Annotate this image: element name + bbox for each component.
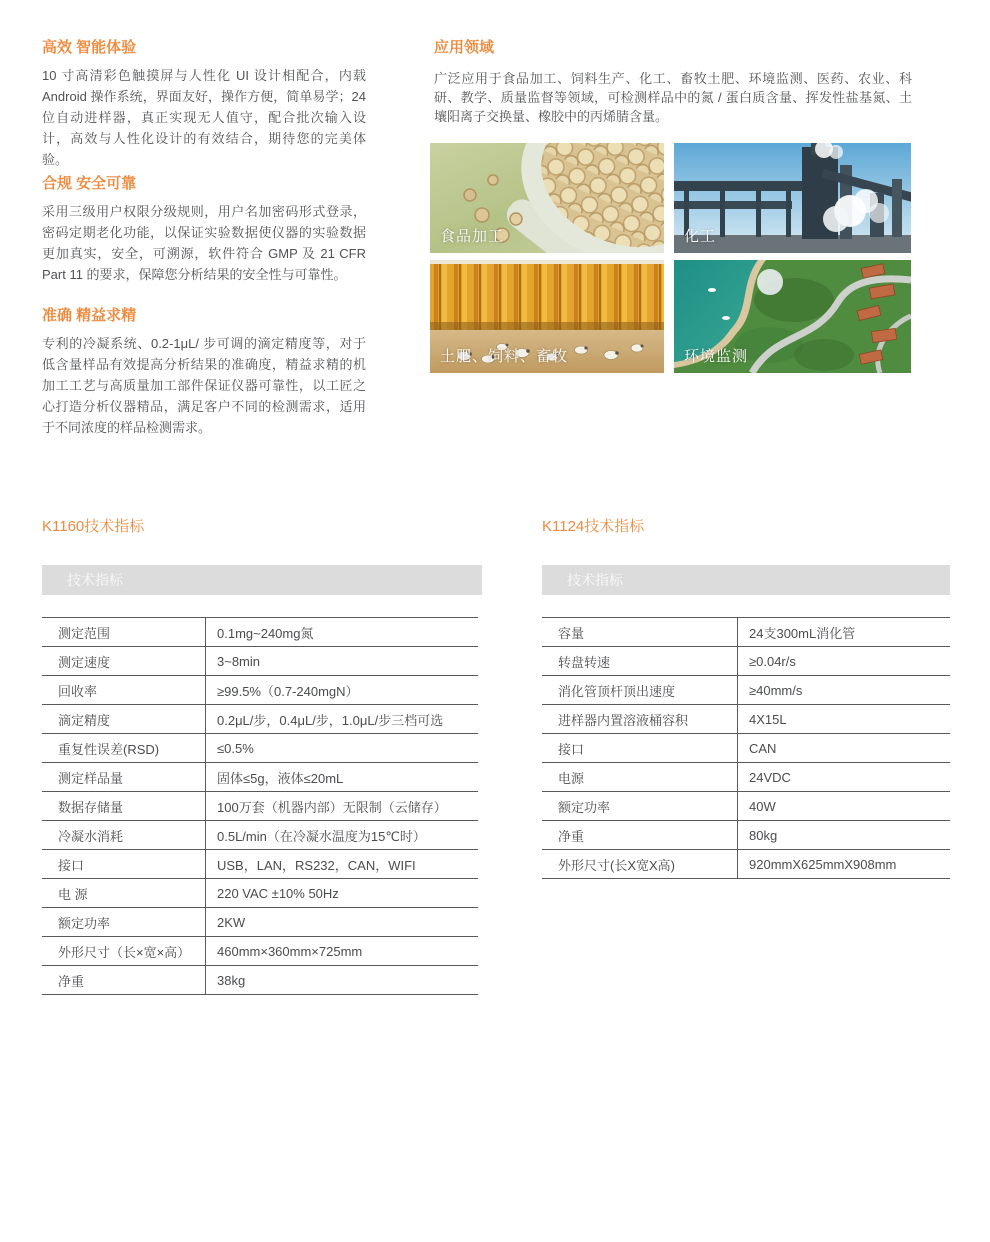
spec-value: 80kg [749, 827, 778, 843]
photo-caption: 化工 [684, 228, 717, 245]
spec-label: 净重 [542, 821, 738, 849]
spec-label: 额定功率 [542, 792, 738, 820]
table-row [542, 734, 950, 763]
spec-value: 24支300mL消化管 [749, 625, 856, 641]
table-row [42, 879, 478, 908]
table-row [542, 763, 950, 792]
spec-label: 消化管顶杆顶出速度 [542, 676, 738, 704]
feature-section-smart-experience [42, 36, 366, 170]
table-row [542, 676, 950, 705]
table-row [42, 763, 478, 792]
spec-value: 40W [749, 798, 776, 814]
spec-value: 38kg [217, 972, 246, 988]
table-row [542, 850, 950, 879]
table-row [42, 850, 478, 879]
spec-label: 外形尺寸（长×宽×高） [42, 937, 206, 965]
table-row [542, 821, 950, 850]
spec-label: 外形尺寸(长X宽X高) [542, 850, 738, 878]
spec-label: 测定样品量 [42, 763, 206, 791]
application-photo-environment [674, 260, 911, 373]
table-row [542, 647, 950, 676]
spec-value: 0.1mg~240mg氮 [217, 625, 314, 641]
k1160-section-title: K1160技术指标 [42, 518, 145, 535]
applications-section [434, 36, 912, 126]
table-row [42, 821, 478, 850]
spec-value: 固体≤5g，液体≤20mL [217, 770, 344, 786]
photo-caption: 食品加工 [440, 228, 505, 245]
applications-body: 广泛应用于食品加工、饲料生产、化工、畜牧土肥、环境监测、医药、农业、科研、教学、质量监督等领域，可检测样品中的氮 / 蛋白质含量、挥发性盐基氮、土壤阳离子交换量、橡胶中的丙烯腈含量。 [434, 71, 912, 124]
table-row [42, 792, 478, 821]
table-row [42, 734, 478, 763]
feature-title: 合规 安全可靠 [42, 175, 137, 192]
feature-section-accuracy [42, 304, 366, 438]
spec-label: 额定功率 [42, 908, 206, 936]
application-photo-grid [430, 143, 911, 373]
spec-label: 净重 [42, 966, 206, 994]
k1124-spec-table [542, 617, 950, 879]
spec-value: ≤0.5% [217, 740, 254, 756]
k1124-section-title: K1124技术指标 [542, 518, 645, 535]
spec-label: 重复性误差(RSD) [42, 734, 206, 762]
spec-label: 进样器内置溶液桶容积 [542, 705, 738, 733]
feature-body: 采用三级用户权限分级规则，用户名加密码形式登录，密码定期老化功能，以保证实验数据使仪器的实验数据更加真实，安全，可溯源，软件符合 GMP 及 21 CFR Part 11 的要求，保障您分析结果的安全性与可靠性。 [42, 204, 366, 282]
spec-value: 100万套（机器内部）无限制（云储存） [217, 799, 447, 815]
spec-value: ≥40mm/s [749, 682, 803, 698]
table-row [42, 908, 478, 937]
spec-value: ≥99.5%（0.7-240mgN） [217, 683, 359, 699]
table-row [42, 618, 478, 647]
feature-body: 专利的冷凝系统、0.2-1μL/ 步可调的滴定精度等，对于低含量样品有效提高分析结果的准确度，精益求精的机加工工艺与高质量加工部件保证仪器可靠性，以工匠之心打造分析仪器精品，满足客户不同的检测需求，适用于不同浓度的样品检测需求。 [42, 336, 366, 435]
spec-value: 0.5L/min（在冷凝水温度为15℃时） [217, 828, 426, 844]
spec-value: 4X15L [749, 711, 787, 727]
table-row [542, 792, 950, 821]
spec-value: USB，LAN，RS232，CAN，WIFI [217, 857, 416, 873]
k1160-spec-table [42, 617, 478, 995]
feature-body: 10 寸高清彩色触摸屏与人性化 UI 设计相配合，内载 Android 操作系统，界面友好，操作方便，简单易学；24 位自动进样器，真正实现无人值守，配合批次输入设计，高效与人性化设计的有效结合，期待您的完美体验。 [42, 68, 366, 167]
spec-value: 3~8min [217, 653, 260, 669]
spec-label: 滴定精度 [42, 705, 206, 733]
k1160-table-header: 技术指标 [42, 565, 482, 595]
feature-title: 准确 精益求精 [42, 307, 137, 324]
spec-value: 460mm×360mm×725mm [217, 943, 363, 959]
k1124-table-header: 技术指标 [542, 565, 950, 595]
spec-value: CAN [749, 740, 777, 756]
application-photo-food-processing [430, 143, 664, 253]
spec-label: 容量 [542, 618, 738, 646]
spec-label: 冷凝水消耗 [42, 821, 206, 849]
spec-value: 0.2μL/步，0.4μL/步，1.0μL/步三档可选 [217, 712, 444, 728]
photo-caption: 环境监测 [684, 348, 749, 365]
table-row [42, 676, 478, 705]
spec-value: 2KW [217, 914, 246, 930]
feature-section-compliance-safety [42, 172, 366, 285]
feature-title: 高效 智能体验 [42, 39, 137, 56]
spec-label: 测定速度 [42, 647, 206, 675]
spec-label: 电 源 [42, 879, 206, 907]
spec-label: 接口 [542, 734, 738, 762]
table-row [42, 647, 478, 676]
application-photo-chemical-industry [674, 143, 911, 253]
table-row [42, 705, 478, 734]
table-row [42, 937, 478, 966]
spec-value: ≥0.04r/s [749, 653, 796, 669]
spec-label: 回收率 [42, 676, 206, 704]
table-row [542, 618, 950, 647]
applications-title: 应用领域 [434, 39, 495, 56]
spec-value: 220 VAC ±10% 50Hz [217, 885, 339, 901]
spec-value: 920mmX625mmX908mm [749, 856, 897, 872]
table-row [42, 966, 478, 995]
spec-label: 测定范围 [42, 618, 206, 646]
spec-label: 转盘转速 [542, 647, 738, 675]
spec-label: 数据存储量 [42, 792, 206, 820]
photo-caption: 土肥、饲料、畜牧 [440, 348, 569, 365]
table-row [542, 705, 950, 734]
spec-label: 电源 [542, 763, 738, 791]
application-photo-livestock [430, 260, 664, 373]
spec-label: 接口 [42, 850, 206, 878]
spec-value: 24VDC [749, 769, 791, 785]
